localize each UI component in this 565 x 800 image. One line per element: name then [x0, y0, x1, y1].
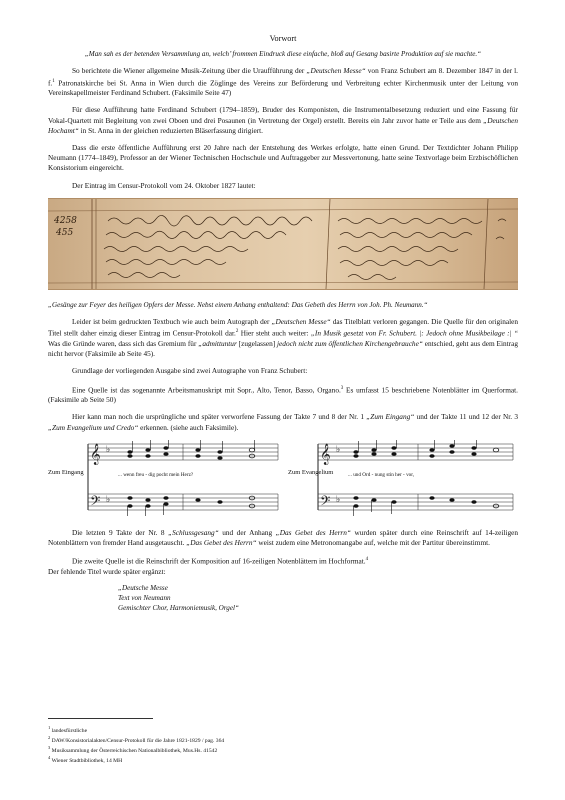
- music-lyrics-left: ... wenn freu - dig pocht mein Herz?: [118, 471, 194, 478]
- censorship-protocol-facsimile: [48, 198, 518, 290]
- svg-text:♭: ♭: [106, 444, 111, 455]
- footnote-ref: 2: [235, 329, 239, 335]
- paragraph-1: So berichtete die Wiener allgemeine Musik-Zeitung über die Uraufführung der „Deutschen Messe“ von Franz Schubert am 8. Dezember 1847 in der l. f.$^1$ Patronatskirche bei St. Anna in Wien durch die Zöglinge des Vereins zur Beförderung und Verbreitung echter Kirchenmusik unter der Leitung von Vereinskapellmeister Ferdinand Schubert. (Faksimile Seite 47): [48, 66, 518, 98]
- scan-number: 455: [56, 227, 74, 238]
- paragraph-6: Grundlage der vorliegenden Ausgabe sind zwei Autographe von Franz Schubert:: [72, 366, 308, 376]
- facsimile-caption: „Gesänge zur Feyer des heiligen Opfers der Messe. Nebst einem Anhang enthaltend: Das Gebeth des Herrn von Joh. Ph. Neumann.“: [48, 300, 428, 309]
- inscription-line: Text von Neumann: [118, 593, 171, 602]
- music-label-evangelium: Zum Evangelium: [288, 468, 334, 476]
- svg-text:𝄢: 𝄢: [320, 492, 331, 512]
- svg-text:𝄞: 𝄞: [90, 443, 101, 465]
- svg-text:♭: ♭: [336, 494, 341, 505]
- footnote: $^3$ Musiksammlung der Österreichischen Nationalbibliothek, Mus.Hs. 41542: [48, 745, 218, 754]
- footnote-ref: 1: [52, 78, 55, 84]
- paragraph-2: Für diese Aufführung hatte Ferdinand Schubert (1794–1859), Bruder des Komponisten, die Instrumentalbesetzung reduziert und eine Fassung für Vokal-Quartett mit Begleitung von zwei Oboen und drei Posaunen (in Vertretung der Orgel) erstellt. Bereits ein Jahr zuvor hatte er Teile aus dem „Deutschen Hochamt“ in St. Anna in der gleichen reduzierten Bläserfassung dirigiert.: [48, 105, 518, 135]
- paragraph-10: Die zweite Quelle ist die Reinschrift der Komposition auf 16-zeiligen Notenblättern im Hochformat.$^4$ Der fehlende Titel wurde später ergänzt:: [48, 556, 369, 576]
- svg-text:𝄞: 𝄞: [320, 443, 331, 465]
- footnote: $^4$ Wiener Stadtbibliothek, 14 MH: [48, 755, 123, 764]
- footnote-divider: [48, 718, 153, 719]
- paragraph-8: Hier kann man noch die ursprüngliche und später verworfene Fassung der Takte 7 und 8 der Nr. 1 „Zum Eingang“ und der Takte 11 und 12 der Nr. 3 „Zum Evangelium und Credo“ erkennen. (siehe auch Faksimile).: [48, 412, 518, 432]
- motto-quote: „Man sah es der betenden Versammlung an, welch’ frommen Eindruck diese einfache, bloß auf Gesang basirte Produktion auf sie machte.“: [84, 50, 482, 59]
- paragraph-4: Der Eintrag im Censur-Protokoll vom 24. Oktober 1827 lautet:: [72, 180, 256, 190]
- svg-text:♭: ♭: [106, 494, 111, 505]
- music-lyrics-right: ... und Ord - nung stin her - vor,: [348, 471, 415, 478]
- paragraph-9: Die letzten 9 Takte der Nr. 8 „Schlussgesang“ und der Anhang „Das Gebet des Herrn“ wurden später durch eine Reinschrift auf 14-zeiligen Notenblättern von fremder Hand ausgetauscht. „Das Gebet des Herrn“ weist zudem eine Metronomangabe auf, welche mit der Partitur übereinstimmt.: [48, 527, 518, 547]
- preface-page: [48, 34, 518, 613]
- music-examples: [48, 440, 518, 518]
- page-title: Vorwort: [269, 34, 297, 43]
- svg-text:𝄢: 𝄢: [90, 492, 101, 512]
- footnote-ref: 3: [340, 385, 344, 391]
- music-label-eingang: Zum Eingang: [48, 468, 84, 476]
- scan-number: 4258: [54, 215, 77, 226]
- manuscript-image: [48, 199, 518, 289]
- footnote-ref: 4: [365, 557, 369, 563]
- paragraph-5: Leider ist beim gedruckten Textbuch wie auch beim Autograph der „Deutschen Messe“ das Titelblatt verloren gegangen. Die Quelle für den originalen Titel stellt daher einzig dieser Eintrag im Censur-Protokoll dar.$^2$ Hier steht auch weiter: „In Musik gesetzt von Fr. Schubert. |: Jedoch ohne Musikbeilage :| “ Was die Gründe waren, dass sich das Gremium für „admittuntur [zugelassen] jedoch nicht zum öffentlichen Kirchengebrauche“ entschied, geht aus dem Eintrag nicht hervor (Faksimile ab Seite 45).: [48, 317, 519, 359]
- footnote: $^2$ DAW/Konsistorialakten/Censur-Protokoll für die Jahre 1821-1829 / pag. 364: [48, 735, 225, 744]
- inscription-line: Gemischter Chor, Harmoniemusik, Orgel“: [118, 603, 239, 612]
- paragraph-3: Dass die erste öffentliche Aufführung erst 20 Jahre nach der Entstehung des Werkes erfolgte, hatte einen Grund. Der Textdichter Johann Philipp Neumann (1774–1849), Professor an der Wiener Technischen Hochschule und Auftraggeber zur Messvertonung, hatte seine Textvorlage beim Erzbischöflichen Konsistorium eingereicht.: [48, 143, 518, 173]
- paragraph-7: Eine Quelle ist das sogenannte Arbeitsmanuskript mit Sopr., Alto, Tenor, Basso, Organo.$^3$ Es umfasst 15 beschriebene Notenblätter im Querformat. (Faksimile ab Seite 50): [48, 384, 518, 405]
- title-inscription: [118, 583, 518, 613]
- footnote: $^1$ landesfürstliche: [48, 725, 88, 734]
- svg-text:♭: ♭: [336, 444, 341, 455]
- inscription-line: „Deutsche Messe: [118, 583, 168, 592]
